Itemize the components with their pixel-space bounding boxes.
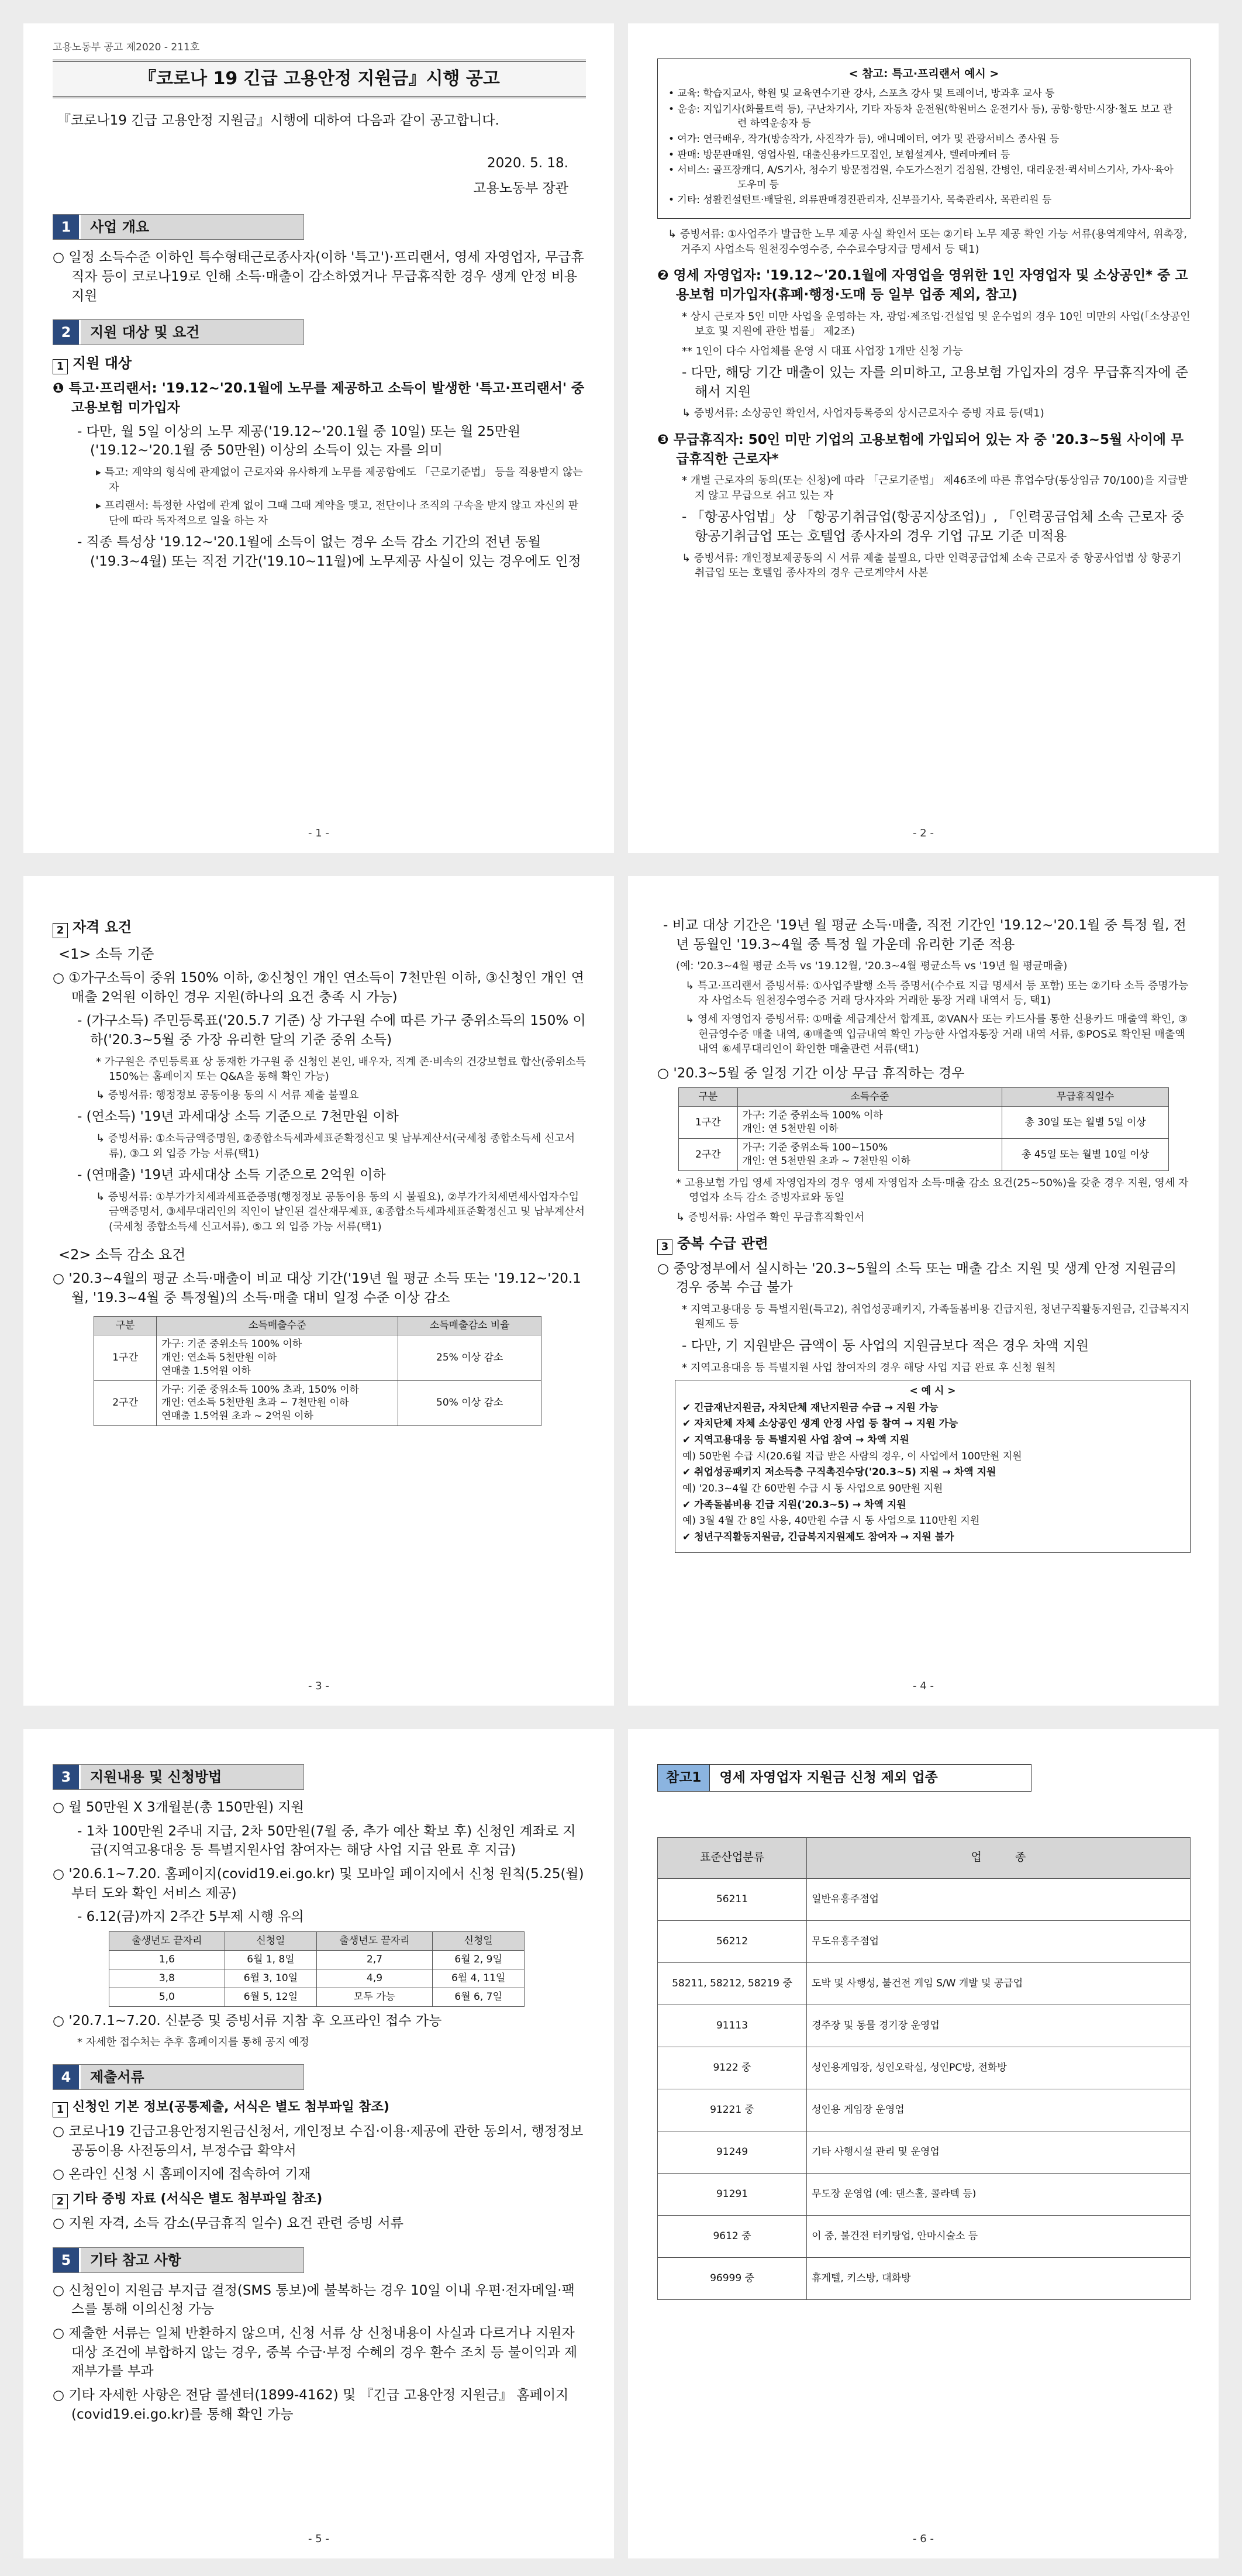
reference-header: [657, 1764, 1031, 1792]
page-number: - 3 -: [308, 1680, 329, 1693]
table-cell: 6월 1, 8일: [225, 1950, 316, 1969]
target-unpaid-leave: ❸ 무급휴직자: 50인 미만 기업의 고용보험에 가입되어 있는 자 중 '20.3~5월 사이에 무급휴직한 근로자*: [657, 432, 1184, 467]
reference-title: 영세 자영업자 지원금 신청 제외 업종: [719, 1770, 938, 1785]
table-cell: 2구간: [679, 1139, 738, 1171]
table-header: 출생년도 끝자리: [109, 1932, 225, 1951]
reference-caption: < 참고: 특고·프리랜서 예시 >: [848, 67, 999, 80]
industry-name: 성인용게임장, 성인오락실, 성인PC방, 전화방: [807, 2047, 1191, 2089]
section-4-header: 4 제출서류: [53, 2064, 304, 2090]
table-cell: 3,8: [109, 1969, 225, 1988]
unpaid-leave-criteria: ○ '20.3~5월 중 일정 기간 이상 무급 휴직하는 경우: [657, 1065, 965, 1081]
online-fill: ○ 온라인 신청 시 홈페이지에 접속하여 기재: [53, 2167, 311, 2182]
example-item: ✔ 긴급재난지원금, 자치단체 재난지원금 수급 → 지원 가능: [682, 1401, 939, 1414]
reference-row: • 판매: 방문판매원, 영업사원, 대출신용카드모집인, 보험설계사, 텔레마케터 등: [668, 149, 1010, 161]
comparison-period: - 비교 대상 기간은 '19년 월 평균 소득·매출, 직전 기간인 '19.12~'20.1월 중 특정 월, 전년 동월인 '19.3~4월 중 특정 월 가운데 유리한 기준 적용: [663, 918, 1186, 952]
table-header: 신청일: [432, 1932, 524, 1951]
section-2-header: 2 지원 대상 및 요건: [53, 319, 304, 345]
income-criteria-heading: <1> 소득 기준: [58, 946, 154, 962]
table-cell: 모두 가능: [317, 1988, 433, 2006]
reference-box: [657, 58, 1191, 219]
industry-name: 도박 및 사행성, 불건전 게임 S/W 개발 및 공급업: [807, 1962, 1191, 2005]
page-number: - 2 -: [913, 827, 934, 840]
target-self-employed: ❷ 영세 자영업자: '19.12~'20.1월에 자영업을 영위한 1인 자영업자 및 소상공인* 중 고용보험 미가입자(휴폐·행정·도매 등 일부 업종 제외, 참고): [657, 268, 1188, 302]
table-header: 신청일: [225, 1932, 316, 1951]
rotation-table: [109, 1931, 525, 2007]
table-cell: 가구: 기준 중위소득 100% 이하 개인: 연 5천만원 이하: [737, 1107, 1002, 1139]
contact-info: ○ 기타 자세한 사항은 전담 콜센터(1899-4162) 및 『긴급 고용안정 지원금』 홈페이지(covid19.ei.go.kr)를 통해 확인 가능: [53, 2388, 569, 2422]
table-cell: 1구간: [94, 1335, 157, 1380]
duplicate-rule: ○ 중앙정부에서 실시하는 '20.3~5월의 소득 또는 매출 감소 지원 및 생계 안정 지원금의 경우 중복 수급 불가: [657, 1261, 1177, 1296]
industry-name: 경주장 및 동물 경기장 운영업: [807, 2005, 1191, 2047]
section-5-header: 5 기타 참고 사항: [53, 2247, 304, 2273]
table-header: 구분: [679, 1088, 738, 1107]
duplicate-exception-note: * 지역고용대응 등 특별지원 사업 참여자의 경우 해당 사업 지급 완료 후 신청 원칙: [682, 1361, 1056, 1374]
example-item: 예) 3월 4월 간 8일 사용, 40만원 수급 시 동 사업으로 110만원 지원: [682, 1515, 980, 1527]
industry-code: 9122 중: [658, 2047, 807, 2089]
table-cell: 1구간: [679, 1107, 738, 1139]
table-cell: 25% 이상 감소: [398, 1335, 541, 1380]
doc-number: 고용노동부 공고 제2020 - 211호: [53, 42, 200, 53]
page-2: [628, 23, 1219, 853]
table-header: 업 종: [807, 1837, 1191, 1878]
industry-name: 무도유흥주점업: [807, 1920, 1191, 1962]
household-income: - (가구소득) 주민등록표('20.5.7 기준) 상 가구원 수에 따른 가구 중위소득의 150% 이하('20.3~5월 중 가장 유리한 달의 기준 중위 소득): [77, 1013, 586, 1048]
industry-name: 성인용 게임장 운영업: [807, 2089, 1191, 2131]
industry-code: 58211, 58212, 58219 중: [658, 1962, 807, 2005]
industry-name: 무도장 운영업 (예: 댄스홀, 콜라텍 등): [807, 2173, 1191, 2215]
table-cell: 가구: 기준 중위소득 100~150% 개인: 연 5천만원 초과 ~ 7천만원 이하: [737, 1139, 1002, 1171]
issuer: 고용노동부 장관: [473, 180, 568, 196]
table-header: 소득수준: [737, 1088, 1002, 1107]
duplicate-note: * 지역고용대응 등 특별지원(특고2), 취업성공패키지, 가족돌봄비용 긴급지원, 청년구직활동지원금, 긴급복지지원제도 등: [682, 1303, 1190, 1331]
other-evidence-heading: 2 기타 증빙 자료 (서식은 별도 첨부파일 참조): [53, 2190, 586, 2209]
page-number: - 5 -: [308, 2533, 329, 2546]
industry-name: 기타 사행시설 관리 및 운영업: [807, 2131, 1191, 2173]
subsection-target: 1 지원 대상: [53, 353, 586, 374]
unpaid-leave-note: * 개별 근로자의 동의(또는 신청)에 따라 「근로기준법」 제46조에 따른 휴업수당(통상임금 70/100)을 지급받지 않고 무급으로 쉬고 있는 자: [682, 474, 1188, 502]
unpaid-leave-table: [678, 1087, 1169, 1171]
income-decrease-table: [94, 1316, 541, 1427]
basic-info-docs: ○ 코로나19 긴급고용안정지원금신청서, 개인정보 수집·이용·제공에 관한 동의서, 행정정보 공동이용 사전동의서, 부정수급 확약서: [53, 2124, 584, 2158]
page-4: [628, 876, 1219, 1706]
excluded-industries-table: [657, 1837, 1191, 2300]
definition-special: ▸ 특고: 계약의 형식에 관계없이 근로자와 유사하게 노무를 제공함에도 「근로기준법」 등을 적용받지 않는 자: [96, 466, 583, 494]
objection: ○ 신청인이 지원금 부지급 결정(SMS 통보)에 불복하는 경우 10일 이내 우편·전자메일·팩스를 통해 이의신청 가능: [53, 2282, 575, 2317]
self-employed-note-1: * 상시 근로자 5인 미만 사업을 운영하는 자, 광업·제조업·건설업 및 운수업의 경우 10인 미만의 사업(「소상공인 보호 및 지원에 관한 법률」 제2조): [682, 310, 1191, 338]
table-cell: 총 30일 또는 월별 5일 이상: [1002, 1107, 1169, 1139]
table-header: 무급휴직일수: [1002, 1088, 1169, 1107]
unpaid-leave-evidence: ↳ 증빙서류: 개인정보제공동의 시 서류 제출 불필요, 다만 인력공급업체 소속 근로자 중 항공사업법 상 항공기취급업 또는 호텔업 종사자의 경우 근로계약서 사본: [682, 552, 1182, 580]
example-item: 예) 50만원 수급 시(20.6월 지급 받은 사람의 경우, 이 사업에서 100만원 지원: [682, 1450, 1022, 1462]
notice-title: 『코로나 19 긴급 고용안정 지원금』시행 공고: [53, 60, 586, 99]
example-item: ✔ 가족돌봄비용 긴급 지원('20.3~5) → 차액 지원: [682, 1499, 906, 1511]
table-header: 표준산업분류: [658, 1837, 807, 1878]
self-employed-evidence: ↳ 증빙서류: 소상공인 확인서, 사업자등록증외 상시근로자수 증빙 자료 등(택1): [682, 407, 1044, 420]
target-freelancer: ❶ 특고·프리랜서: '19.12~'20.1월에 노무를 제공하고 소득이 발생한 '특고·프리랜서' 중 고용보험 미가입자: [53, 381, 585, 416]
industry-name: 일반유흥주점업: [807, 1878, 1191, 1920]
unpaid-leave-exception: - 「항공사업법」상 「항공기취급업(항공지상조업)」, 「인력공급업체 소속 근로자 중 항공기취급업 또는 호텔업 종사자의 경우 기업 규모 기준 미적용: [682, 509, 1184, 545]
household-income-evidence: ↳ 증빙서류: 행정정보 공동이용 동의 시 서류 제출 불필요: [96, 1089, 359, 1101]
table-header: 구분: [94, 1316, 157, 1335]
table-cell: 6월 5, 12일: [225, 1988, 316, 2006]
reference-row: • 기타: 성활컨설턴트·배달원, 의류판매경진관리자, 신부플기사, 목축관리사, 목관리원 등: [668, 194, 1052, 206]
self-employed-note-2: ** 1인이 다수 사업체를 운영 시 대표 사업장 1개만 신청 가능: [682, 345, 963, 357]
income-decrease-heading: <2> 소득 감소 요건: [58, 1246, 186, 1263]
industry-name: 휴게텔, 키스방, 대화방: [807, 2257, 1191, 2299]
income-criteria: ○ ①가구소득이 중위 150% 이하, ②신청인 개인 연소득이 7천만원 이하, ③신청인 개인 연매출 2억원 이하인 경우 지원(하나의 요건 충족 시 가능): [53, 970, 584, 1005]
annual-income-evidence: ↳ 증빙서류: ①소득금액증명원, ②종합소득세과세표준확정신고 및 납부계산서(국세청 종합소득세 신고서류), ③그 외 입증 가능 서류(택1): [96, 1132, 575, 1160]
table-cell: 총 45일 또는 월별 10일 이상: [1002, 1139, 1169, 1171]
online-application: ○ '20.6.1~7.20. 홈페이지(covid19.ei.go.kr) 및 모바일 페이지에서 신청 원칙(5.25(월)부터 도와 확인 서비스 제공): [53, 1866, 584, 1901]
table-cell: 6월 2, 9일: [432, 1950, 524, 1969]
income-decrease: ○ '20.3~4월의 평균 소득·매출이 비교 대상 기간('19년 월 평균 소득 또는 '19.12~'20.1월, '19.3~4월 중 특정월)의 소득·매출 대비 일정 수준 이상 감소: [53, 1271, 581, 1306]
table-header: 소득매출수준: [157, 1316, 398, 1335]
definition-freelancer: ▸ 프리랜서: 특정한 사업에 관계 없이 그때 그때 계약을 맺고, 전단이나 조직의 구속을 받지 않고 자신의 판단에 따라 독자적으로 일을 하는 자: [96, 500, 579, 527]
document-policy: ○ 제출한 서류는 일체 반환하지 않으며, 신청 서류 상 신청내용이 사실과 다르거나 지원자 대상 조건에 부합하지 않는 경우, 중복 수급·부정 수혜의 경우 환수 조치 등 불이익과 제재부가를 부과: [53, 2326, 578, 2379]
industry-code: 56211: [658, 1878, 807, 1920]
table-cell: 가구: 기준 중위소득 100% 초과, 150% 이하 개인: 연소득 5천만원 초과 ~ 7천만원 이하 연매출 1.5억원 초과 ~ 2억원 이하: [157, 1380, 398, 1426]
unpaid-leave-evidence: ↳ 증빙서류: 사업주 확인 무급휴직확인서: [676, 1211, 865, 1224]
example-item: ✔ 청년구직활동지원금, 긴급복지지원제도 참여자 → 지원 불가: [682, 1531, 954, 1543]
industry-code: 56212: [658, 1920, 807, 1962]
reference-row: • 교육: 학습지교사, 학원 및 교육연수기관 강사, 스포츠 강사 및 트레이너, 방과후 교사 등: [668, 87, 1055, 99]
duplicate-exception: - 다만, 기 지원받은 금액이 동 사업의 지원금보다 적은 경우 차액 지원: [682, 1338, 1089, 1354]
household-income-note: * 가구원은 주민등록표 상 동재한 가구원 중 신청인 본인, 배우자, 직계 존·비속의 건강보험료 합산(중위소득 150%는 홈페이지 또는 Q&A을 통해 확인 가능): [96, 1055, 586, 1083]
table-cell: 4,9: [317, 1969, 433, 1988]
reference-row: • 운송: 지입기사(화물트럭 등), 구난차기사, 기타 자동차 운전원(학원버스 운전기사 등), 공항·항만·시장·철도 보고 관련 하역운송자 등: [668, 103, 1173, 130]
payment-schedule: - 1차 100만원 2주내 지급, 2차 50만원(7월 중, 추가 예산 확보 후) 신청인 계좌로 지급(지역고용대응 등 특별지원사업 참여자는 해당 사업 지급 완료 후 지급): [77, 1823, 576, 1858]
five-day-rotation: - 6.12(금)까지 2주간 5부제 시행 유의: [77, 1909, 304, 1925]
table-cell: 2,7: [317, 1950, 433, 1969]
table-cell: 5,0: [109, 1988, 225, 2006]
page-6: [628, 1729, 1219, 2558]
self-employed-detail: - 다만, 해당 기간 매출이 있는 자를 의미하고, 고용보험 가입자의 경우 무급휴직자에 준해서 지원: [682, 365, 1189, 400]
reference-label: 참고1: [658, 1765, 710, 1791]
freelancer-evidence: ↳ 특고·프리랜서 증빙서류: ①사업주발행 소득 증명서(수수료 지급 명세서 등 포함) 또는 ②기타 소득 증명가능자 사업소득 원천징수영수증 거래 당사자와 거래한 통장 거래 내역서 등, 택1): [685, 979, 1189, 1007]
table-cell: 6월 6, 7일: [432, 1988, 524, 2006]
notice-date: 2020. 5. 18.: [487, 156, 568, 171]
target-freelancer-detail: - 다만, 월 5일 이상의 노무 제공('19.12~'20.1월 중 10일) 또는 월 25만원('19.12~'20.1월 중 50만원) 이상의 소득이 있는 자를 의미: [77, 423, 521, 459]
example-item: 예) '20.3~4월 간 60만원 수급 시 동 사업으로 90만원 지원: [682, 1483, 943, 1495]
industry-code: 91113: [658, 2005, 807, 2047]
industry-name: 이 중, 불건전 터키탕업, 안마시술소 등: [807, 2215, 1191, 2257]
table-cell: 50% 이상 감소: [398, 1380, 541, 1426]
page-3: [23, 876, 614, 1706]
page-1: [23, 23, 614, 853]
example-caption: < 예 시 >: [909, 1385, 956, 1397]
unpaid-leave-note: * 고용보험 가입 영세 자영업자의 경우 영세 자영업자 소득·매출 감소 요건(25~50%)을 갖춘 경우 지원, 영세 자영업자 소득 감소 증빙자료와 동일: [676, 1176, 1189, 1204]
section-1-header: 1 사업 개요: [53, 214, 304, 240]
offline-application: ○ '20.7.1~7.20. 신분증 및 증빙서류 지참 후 오프라인 접수 가능: [53, 2013, 442, 2029]
section-3-header: 3 지원내용 및 신청방법: [53, 1764, 304, 1790]
offline-note: * 자세한 접수처는 추후 홈페이지를 통해 공지 예정: [77, 2036, 309, 2049]
table-cell: 6월 4, 11일: [432, 1969, 524, 1988]
example-item: ✔ 지역고용대응 등 특별지원 사업 참여 → 차액 지원: [682, 1434, 909, 1447]
annual-income: - (연소득) '19년 과세대상 소득 기준으로 7천만원 이하: [77, 1109, 399, 1125]
target-freelancer-exception: - 직종 특성상 '19.12~'20.1월에 소득이 없는 경우 소득 감소 기간의 전년 동월('19.3~4월) 또는 직전 기간('19.10~11월)에 노무제공 사실이 있는 경우에도 인정: [77, 535, 581, 569]
table-header: 소득매출감소 비율: [398, 1316, 541, 1335]
self-employed-evidence: ↳ 영세 자영업자 증빙서류: ①매출 세금계산서 합계표, ②VAN사 또는 카드사를 통한 신용카드 매출액 확인, ③현금영수증 매출 내역, ④매출액 입금내역 확인 가능한 사업자통장 거래 내역 서류, ⑤POS로 확인된 매출액 내역 ⑥세무대리인이 확인한 매출관련 서류(택1): [685, 1013, 1188, 1056]
table-cell: 2구간: [94, 1380, 157, 1426]
page-number: - 6 -: [913, 2533, 934, 2546]
intro: 『코로나19 긴급 고용안정 지원금』시행에 대하여 다음과 같이 공고합니다.: [57, 113, 499, 129]
basic-info-heading: 1 신청인 기본 정보(공통제출, 서식은 별도 첨부파일 참조): [53, 2098, 586, 2117]
subsection-duplicate: 3 중복 수급 관련: [657, 1234, 1191, 1255]
comparison-example: (예: '20.3~4월 평균 소득 vs '19.12월, '20.3~4월 평균소득 vs '19년 월 평균매출): [676, 960, 1068, 973]
reference-row: • 여가: 연극배우, 작가(방송작가, 사진작가 등), 애니메이터, 여가 및 관광서비스 종사원 등: [668, 133, 1060, 145]
example-box: [675, 1380, 1191, 1552]
example-item: ✔ 자치단체 자체 소상공인 생계 안정 사업 등 참여 → 지원 가능: [682, 1418, 958, 1430]
industry-code: 91249: [658, 2131, 807, 2173]
page-number: - 1 -: [308, 827, 329, 840]
other-evidence: ○ 지원 자격, 소득 감소(무급휴직 일수) 요건 관련 증빙 서류: [53, 2216, 403, 2231]
industry-code: 91221 중: [658, 2089, 807, 2131]
industry-code: 9612 중: [658, 2215, 807, 2257]
table-cell: 6월 3, 10일: [225, 1969, 316, 1988]
subsection-eligibility: 2 자격 요건: [53, 917, 586, 938]
annual-sales-evidence: ↳ 증빙서류: ①부가가치세과세표준증명(행정정보 공동이용 동의 시 불필요), ②부가가치세면세사업자수입금액증명서, ③세무대리인의 직인이 날인된 결산재무제표, ④종합소득세과세표준확정신고 및 납부계산서(국세청 종합소득세 신고서류), ⑤그 외 입증 가능 서류(택1): [96, 1190, 585, 1233]
industry-code: 96999 중: [658, 2257, 807, 2299]
table-header: 출생년도 끝자리: [317, 1932, 433, 1951]
evidence-note: ↳ 증빙서류: ①사업주가 발급한 노무 제공 사실 확인서 또는 ②기타 노무 제공 확인 가능 서류(용역계약서, 위촉장, 거주지 사업소득 원천징수영수증, 수수료수당지급 명세서 등 택1): [668, 228, 1188, 256]
annual-sales: - (연매출) '19년 과세대상 소득 기준으로 2억원 이하: [77, 1168, 386, 1183]
reference-row: • 서비스: 골프장캐디, A/S기사, 청수기 방문점검원, 수도가스전기 검침원, 간병인, 대리운전·퀵서비스기사, 가사·육아도우미 등: [668, 164, 1174, 191]
table-cell: 1,6: [109, 1950, 225, 1969]
page-number: - 4 -: [913, 1680, 934, 1693]
table-cell: 가구: 기준 중위소득 100% 이하 개인: 연소득 5천만원 이하 연매출 1.5억원 이하: [157, 1335, 398, 1380]
section-1-body: ○ 일정 소득수준 이하인 특수형태근로종사자(이하 '특고')·프리랜서, 영세 자영업자, 무급휴직자 등이 코로나19로 인해 소득·매출이 감소하였거나 무급휴직한 경우 생계 안정 비용 지원: [53, 250, 584, 304]
industry-code: 91291: [658, 2173, 807, 2215]
example-item: ✔ 취업성공패키지 저소득층 구직촉진수당('20.3~5) 지원 → 차액 지원: [682, 1466, 996, 1479]
page-5: [23, 1729, 614, 2558]
support-amount: ○ 월 50만원 X 3개월분(총 150만원) 지원: [53, 1800, 304, 1816]
